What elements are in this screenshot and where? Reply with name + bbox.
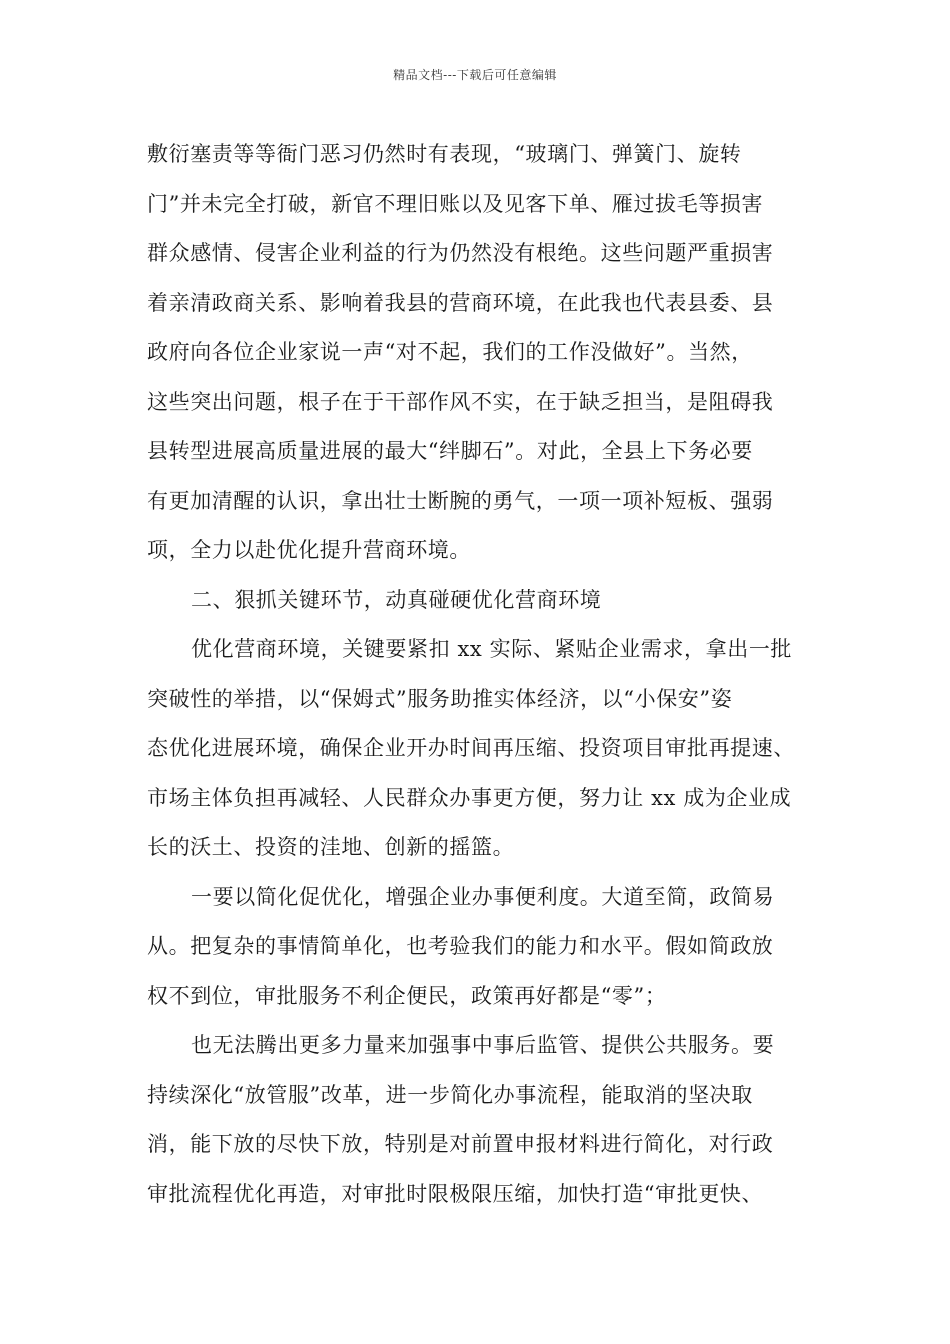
- text-line: 有更加清醒的认识，拿出壮士断腕的勇气，一项一项补短板、强弱: [147, 488, 774, 513]
- document-body: [147, 130, 807, 1219]
- text-line: 持续深化“放管服”改革，进一步简化办事流程，能取消的坚决取: [147, 1082, 753, 1107]
- text-line: 县转型进展高质量进展的最大“绊脚石”。对此，全县上下务必要: [147, 439, 753, 463]
- text-line: 着亲清政商关系、影响着我县的营商环境，在此我也代表县委、县: [147, 290, 774, 315]
- text-line: 一要以简化促优化，增强企业办事便利度。大道至简，政简易: [191, 884, 775, 909]
- text-line: 消，能下放的尽快下放，特别是对前置申报材料进行简化，对行政: [147, 1132, 774, 1156]
- text-line: 市场主体负担再减轻、人民群众办事更方便，努力让 xx 成为企业成: [147, 785, 792, 810]
- text-line: 门”并未完全打破，新官不理旧账以及见客下单、雁过拔毛等损害: [147, 191, 764, 216]
- text-line: 这些突出问题，根子在于干部作风不实，在于缺乏担当，是阻碍我: [147, 389, 774, 414]
- text-line: 项，全力以赴优化提升营商环境。: [147, 538, 471, 562]
- text-line: 优化营商环境，关键要紧扣 xx 实际、紧贴企业需求，拿出一批: [191, 637, 793, 661]
- text-line: 二、狠抓关键环节，动真碰硬优化营商环境: [191, 587, 602, 612]
- text-line: 也无法腾出更多力量来加强事中事后监管、提供公共服务。要: [191, 1033, 775, 1057]
- text-line: 态优化进展环境，确保企业开办时间再压缩、投资项目审批再提速、: [147, 736, 795, 760]
- text-line: 敷衍塞责等等衙门恶习仍然时有表现，“玻璃门、弹簧门、旋转: [147, 142, 742, 166]
- text-line: 突破性的举措，以“保姆式”服务助推实体经济，以“小保安”姿: [147, 686, 733, 711]
- page-header: 精品文档---下载后可任意编辑: [393, 68, 557, 82]
- text-line: 审批流程优化再造，对审批时限极限压缩，加快打造“审批更快、: [147, 1181, 764, 1206]
- text-line: 权不到位，审批服务不利企便民，政策再好都是“零”；: [147, 983, 667, 1008]
- text-line: 政府向各位企业家说一声“对不起，我们的工作没做好”。当然，: [147, 340, 753, 364]
- text-line: 长的沃土、投资的洼地、创新的摇篮。: [147, 835, 515, 859]
- text-line: 群众感情、侵害企业利益的行为仍然没有根绝。这些问题严重损害: [147, 241, 774, 265]
- text-line: 从。把复杂的事情简单化，也考验我们的能力和水平。假如简政放: [147, 934, 774, 958]
